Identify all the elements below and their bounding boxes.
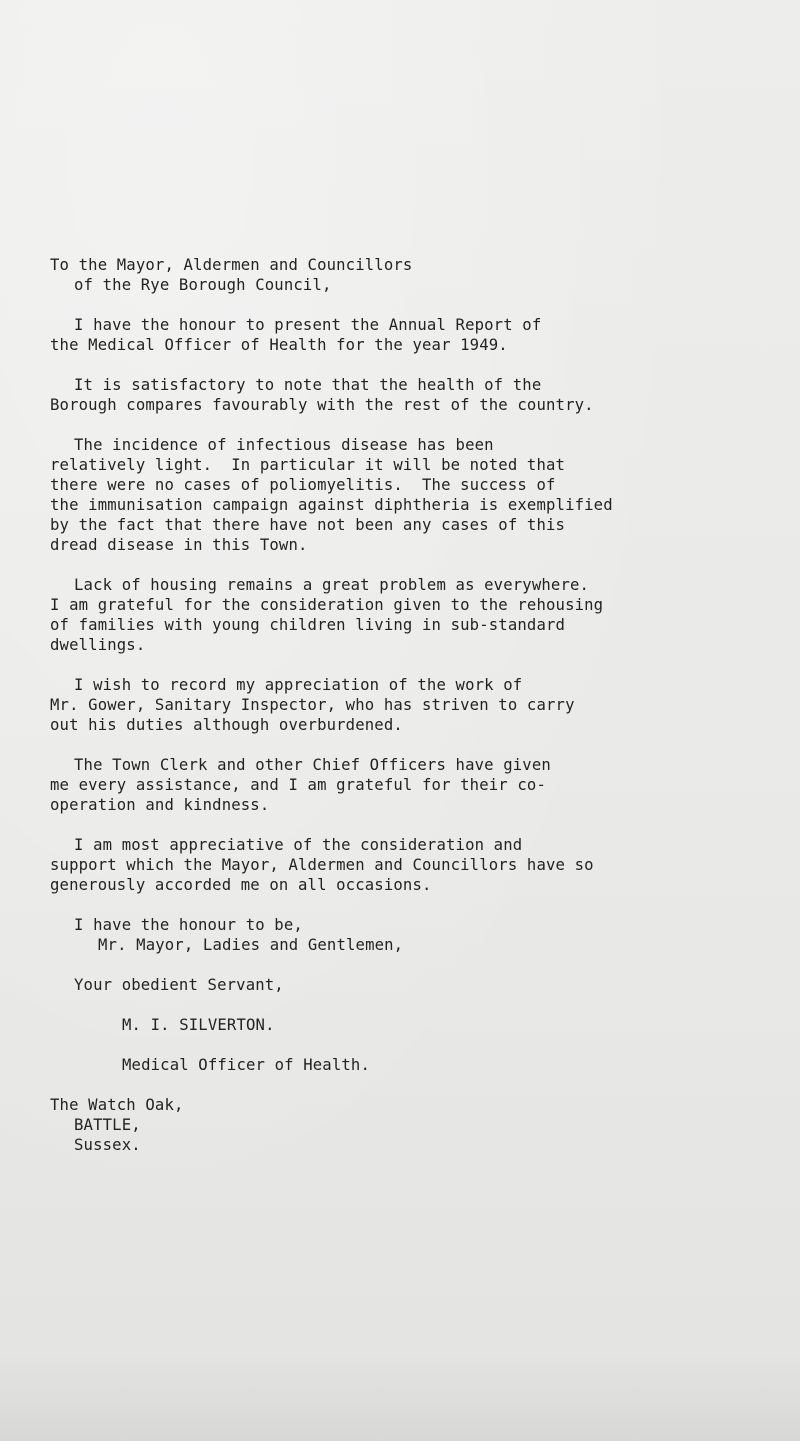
paragraph-3-line-3: there were no cases of poliomyelitis. The success of — [50, 476, 556, 494]
paragraph-3-line-5: by the fact that there have not been any cases of this — [50, 516, 566, 534]
salutation-line-2: of the Rye Borough Council, — [74, 276, 332, 294]
paragraph-3-line-2: relatively light. In particular it will be noted that — [50, 456, 566, 474]
paragraph-7-line-3: generously accorded me on all occasions. — [50, 876, 432, 894]
paragraph-6-line-3: operation and kindness. — [50, 796, 270, 814]
paragraph-5-line-3: out his duties although overburdened. — [50, 716, 403, 734]
paragraph-3-line-4: the immunisation campaign against diphtheria is exemplified — [50, 496, 613, 514]
paragraph-3-line-6: dread disease in this Town. — [50, 536, 308, 554]
paragraph-4-line-2: I am grateful for the consideration given to the rehousing — [50, 596, 604, 614]
paragraph-2-line-1: It is satisfactory to note that the health of the — [74, 376, 542, 394]
paragraph-2-line-2: Borough compares favourably with the rest of the country. — [50, 396, 594, 414]
page-edge-shading — [0, 1351, 800, 1441]
closing-line-2: Mr. Mayor, Ladies and Gentlemen, — [98, 936, 404, 954]
paragraph-4-line-4: dwellings. — [50, 636, 146, 654]
paragraph-7-line-1: I am most appreciative of the consideration and — [74, 836, 523, 854]
address-line-2: BATTLE, — [74, 1116, 141, 1134]
paragraph-4-line-1: Lack of housing remains a great problem as everywhere. — [74, 576, 590, 594]
paragraph-4-line-3: of families with young children living in sub-standard — [50, 616, 566, 634]
address-line-3: Sussex. — [74, 1136, 141, 1154]
valediction: Your obedient Servant, — [74, 976, 284, 994]
paragraph-5-line-2: Mr. Gower, Sanitary Inspector, who has striven to carry — [50, 696, 575, 714]
paragraph-3-line-1: The incidence of infectious disease has been — [74, 436, 494, 454]
paragraph-6-line-2: me every assistance, and I am grateful for their co- — [50, 776, 546, 794]
paragraph-7-line-2: support which the Mayor, Aldermen and Councillors have so — [50, 856, 594, 874]
closing-line-1: I have the honour to be, — [74, 916, 303, 934]
signatory-name: M. I. SILVERTON. — [122, 1016, 275, 1034]
paragraph-6-line-1: The Town Clerk and other Chief Officers have given — [74, 756, 551, 774]
paragraph-5-line-1: I wish to record my appreciation of the work of — [74, 676, 523, 694]
address-line-1: The Watch Oak, — [50, 1096, 184, 1114]
paragraph-1-line-1: I have the honour to present the Annual Report of — [74, 316, 542, 334]
signatory-title: Medical Officer of Health. — [122, 1056, 370, 1074]
paragraph-1-line-2: the Medical Officer of Health for the year 1949. — [50, 336, 508, 354]
salutation-line-1: To the Mayor, Aldermen and Councillors — [50, 256, 413, 274]
